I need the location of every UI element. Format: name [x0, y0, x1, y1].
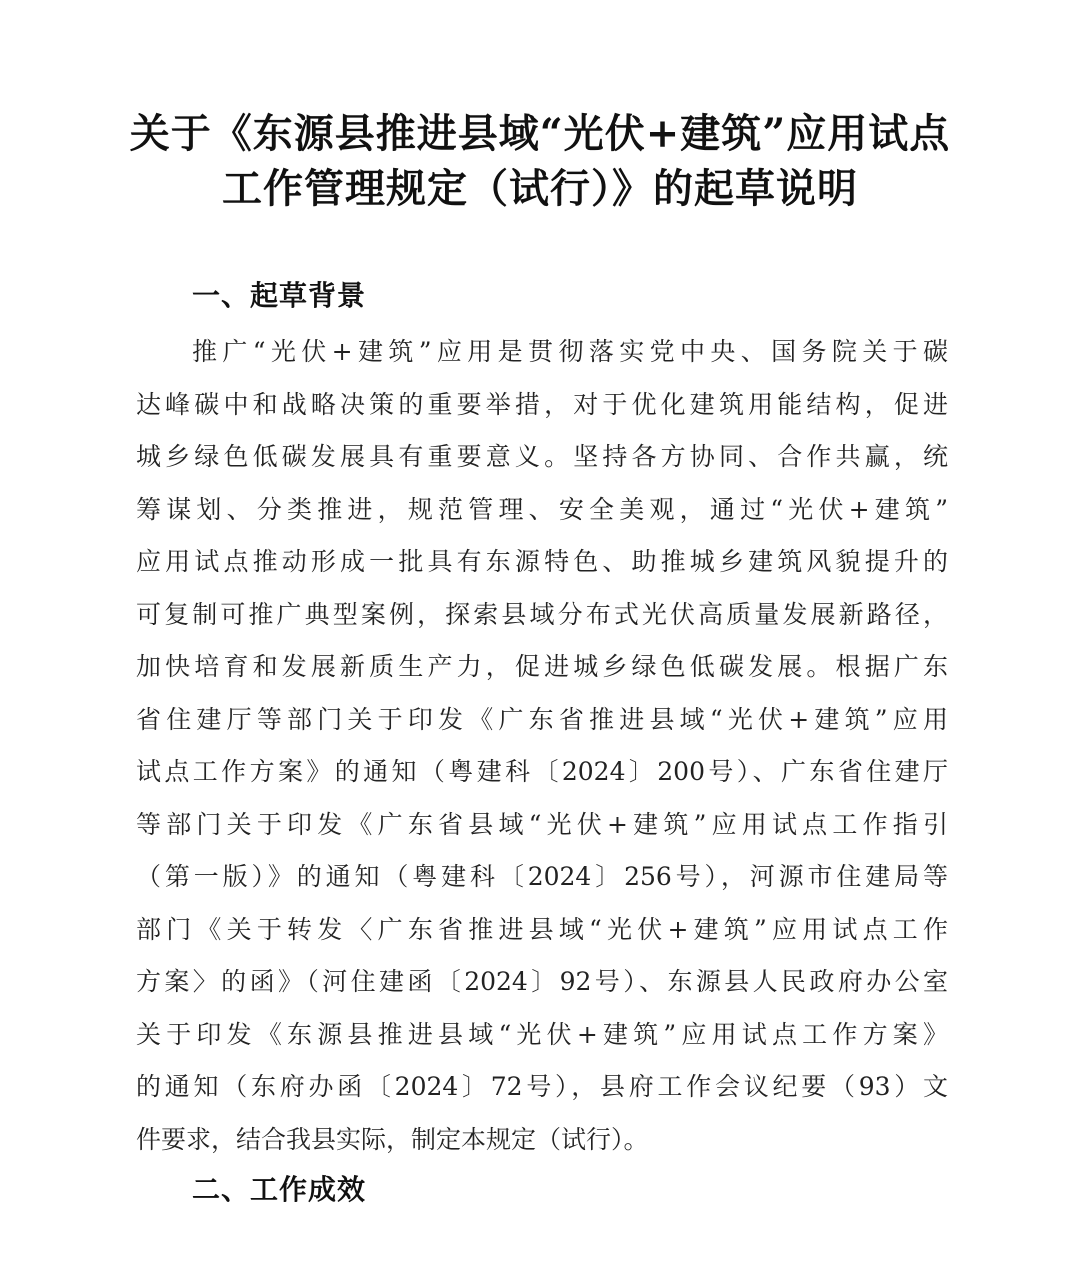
body-line: 加快培育和发展新质生产力，促进城乡绿色低碳发展。根据广东 [136, 652, 948, 681]
section-heading-background: 一、起草背景 [192, 279, 367, 312]
section-body-background [136, 326, 948, 1166]
body-line: 省住建厅等部门关于印发《广东省推进县域“光伏+建筑”应用 [136, 704, 948, 734]
body-line: 达峰碳中和战略决策的重要举措，对于优化建筑用能结构，促进 [136, 389, 948, 419]
body-line: 方案〉的函》（河住建函〔2024〕92号）、东源县人民政府办公室 [136, 967, 948, 996]
body-line: 部门《关于转发〈广东省推进县域“光伏+建筑”应用试点工作 [136, 914, 948, 944]
document-title-line-1: 关于《东源县推进县域“光伏+建筑”应用试点 [129, 110, 951, 157]
section-heading-results: 二、工作成效 [192, 1173, 367, 1206]
body-line: 关于印发《东源县推进县域“光伏+建筑”应用试点工作方案》 [136, 1019, 948, 1049]
body-line: （第一版）》的通知（粤建科〔2024〕256号），河源市住建局等 [136, 862, 948, 891]
body-line: 应用试点推动形成一批具有东源特色、助推城乡建筑风貌提升的 [136, 547, 948, 576]
body-line: 试点工作方案》的通知（粤建科〔2024〕200号）、广东省住建厅 [136, 757, 948, 786]
body-line: 件要求，结合我县实际，制定本规定（试行）。 [136, 1124, 649, 1154]
body-line: 推广“光伏+建筑”应用是贯彻落实党中央、国务院关于碳 [192, 337, 948, 366]
body-line: 筹谋划、分类推进，规范管理、安全美观，通过“光伏+建筑” [136, 494, 948, 524]
document-title-line-2: 工作管理规定（试行）》的起草说明 [222, 165, 858, 212]
body-line: 等部门关于印发《广东省县域“光伏+建筑”应用试点工作指引 [136, 809, 948, 839]
body-line: 可复制可推广典型案例，探索县域分布式光伏高质量发展新路径， [136, 599, 948, 629]
body-line: 城乡绿色低碳发展具有重要意义。坚持各方协同、合作共赢，统 [136, 442, 948, 471]
body-line: 的通知（东府办函〔2024〕72号），县府工作会议纪要（93）文 [136, 1072, 948, 1101]
